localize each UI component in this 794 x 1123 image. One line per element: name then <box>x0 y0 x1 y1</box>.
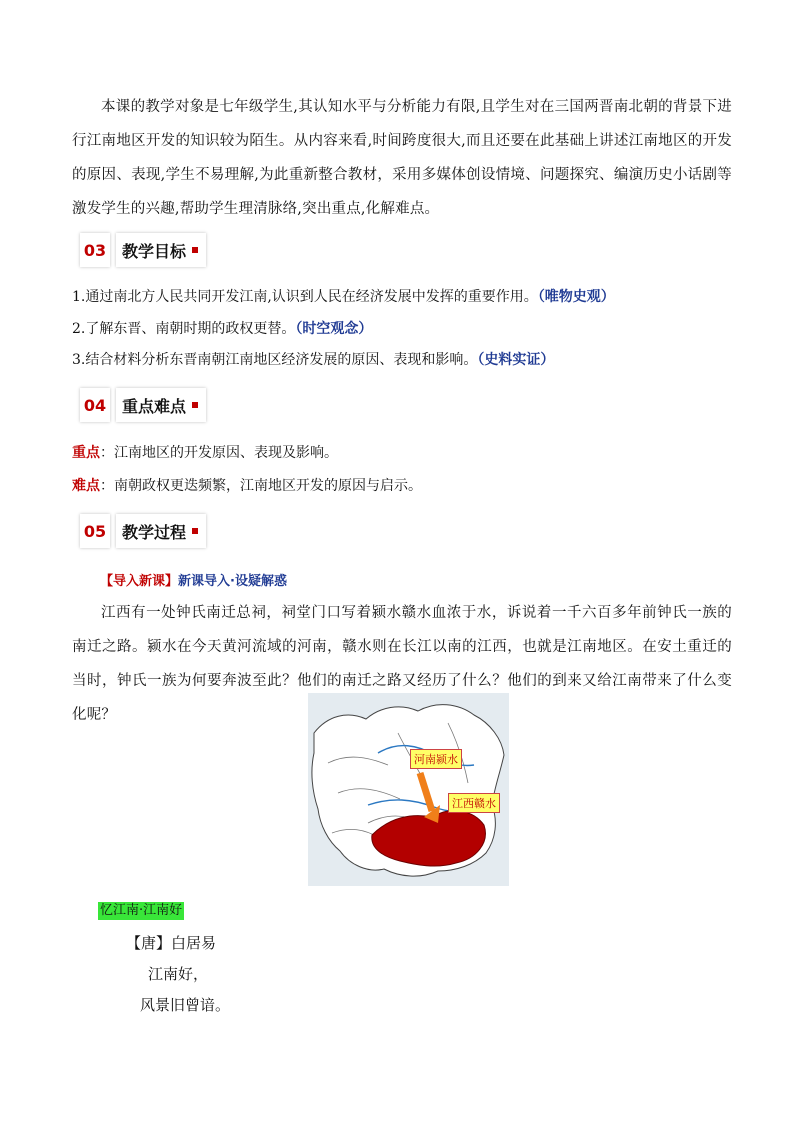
section-title <box>116 388 206 422</box>
difficulty-text: ：南朝政权更迭频繁，江南地区开发的原因与启示。 <box>100 478 422 494</box>
red-square-icon <box>192 247 198 253</box>
goal-text: 2.了解东晋、南朝时期的政权更替。 <box>72 321 296 337</box>
poem-line-1: 江南好， <box>148 965 209 983</box>
section-number: 04 <box>80 388 110 422</box>
poem-title-highlight: 忆江南·江南好 <box>100 903 183 918</box>
key-point-line <box>72 442 338 464</box>
goal-tag: （时空观念） <box>295 321 373 337</box>
goal-text: 1.通过南北方人民共同开发江南,认识到人民在经济发展中发挥的重要作用。 <box>72 289 538 305</box>
key-text: ：江南地区的开发原因、表现及影响。 <box>100 445 338 461</box>
section-heading-process <box>80 514 206 548</box>
section-heading-goals <box>80 233 206 267</box>
process-paragraph: 江西有一处钟氏南迁总祠，祠堂门口写着颍水赣水血浓于水，诉说着一千六百多年前钟氏一族的南迁之路。颍水在今天黄河流域的河南，赣水则在长江以南的江西，也就是江南地区。在安土重迁的当时，钟氏一族为何要奔波至此？他们的南迁之路又经历了什么？他们的到来又给江南带来了什么变化呢？ <box>72 605 732 723</box>
lesson-intro-subheading <box>100 570 287 589</box>
intro-paragraph: 本课的教学对象是七年级学生,其认知水平与分析能力有限,且学生对在三国两晋南北朝的背景下进行江南地区开发的知识较为陌生。从内容来看,时间跨度很大,而且还要在此基础上讲述江南地区的开发的原因、表现,学生不易理解,为此重新整合教材，采用多媒体创设情境、问题探究、编演历史小话剧等激发学生的兴趣,帮助学生理清脉络,突出重点,化解难点。 <box>72 99 732 217</box>
goal-item-3 <box>72 349 554 371</box>
section-title-text: 重点难点 <box>122 396 187 416</box>
map-label-north: 河南颍水 <box>410 749 462 769</box>
map-label-south: 江西赣水 <box>448 793 500 813</box>
goal-text: 3.结合材料分析东晋南朝江南地区经济发展的原因、表现和影响。 <box>72 352 478 368</box>
section-number: 03 <box>80 233 110 267</box>
section-title <box>116 514 206 548</box>
subheading-rest: 新课导入·设疑解惑 <box>178 574 287 589</box>
poem-author: 【唐】白居易 <box>126 934 217 952</box>
subheading-bracket: 【导入新课】 <box>100 574 179 589</box>
migration-map <box>308 693 509 886</box>
poem-line-2: 风景旧曾谙。 <box>140 996 231 1014</box>
section-title <box>116 233 206 267</box>
goal-tag: （唯物史观） <box>537 289 615 305</box>
difficulty-label: 难点 <box>72 478 100 494</box>
section-number: 05 <box>80 514 110 548</box>
section-heading-keypoints <box>80 388 206 422</box>
goal-item-2 <box>72 318 372 340</box>
red-square-icon <box>192 528 198 534</box>
difficulty-line <box>72 475 422 497</box>
goal-item-1 <box>72 286 615 308</box>
goal-tag: （史料实证） <box>477 352 555 368</box>
section-title-text: 教学目标 <box>122 241 187 261</box>
china-outline-map <box>308 693 509 886</box>
section-title-text: 教学过程 <box>122 522 187 542</box>
key-label: 重点 <box>72 445 100 461</box>
red-square-icon <box>192 402 198 408</box>
